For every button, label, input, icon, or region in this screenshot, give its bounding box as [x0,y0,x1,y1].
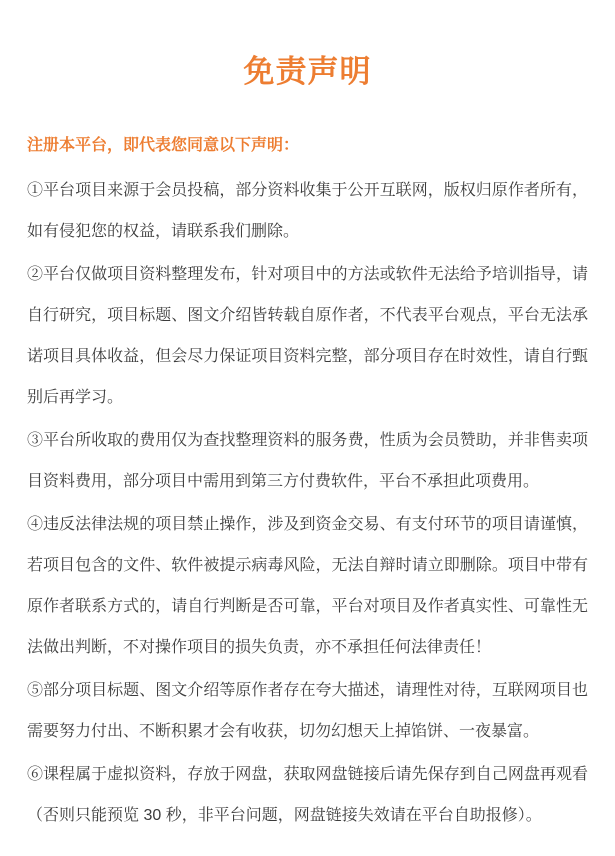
disclaimer-body [0,170,615,836]
page-title: 免责声明 [243,54,372,89]
disclaimer-paragraph-5: ⑤部分项目标题、图文介绍等原作者存在夸大描述，请理性对待，互联网项目也需要努力付出、不断积累才会有收获，切勿幻想天上掉馅饼、一夜暴富。 [27,682,588,740]
disclaimer-paragraph-2: ②平台仅做项目资料整理发布，针对项目中的方法或软件无法给予培训指导，请自行研究，项目标题、图文介绍皆转载自原作者，不代表平台观点，平台无法承诺项目具体收益，但会尽力保证项目资料完整，部分项目存在时效性，请自行甄别后再学习。 [27,266,588,406]
disclaimer-paragraph-6: ⑥课程属于虚拟资料，存放于网盘，获取网盘链接后请先保存到自己网盘再观看（否则只能预览 30 秒，非平台问题，网盘链接失效请在平台自助报修）。 [27,766,588,824]
disclaimer-paragraph-4: ④违反法律法规的项目禁止操作，涉及到资金交易、有支付环节的项目请谨慎，若项目包含的文件、软件被提示病毒风险，无法自辩时请立即删除。项目中带有原作者联系方式的，请自行判断是否可靠，平台对项目及作者真实性、可靠性无法做出判断，不对操作项目的损失负责，亦不承担任何法律责任！ [27,516,588,656]
disclaimer-paragraph-1: ①平台项目来源于会员投稿，部分资料收集于公开互联网，版权归原作者所有，如有侵犯您的权益，请联系我们删除。 [27,182,588,240]
intro-statement: 注册本平台，即代表您同意以下声明： [27,137,300,154]
disclaimer-paragraph-3: ③平台所收取的费用仅为查找整理资料的服务费，性质为会员赞助，并非售卖项目资料费用，部分项目中需用到第三方付费软件，平台不承担此项费用。 [27,432,588,490]
